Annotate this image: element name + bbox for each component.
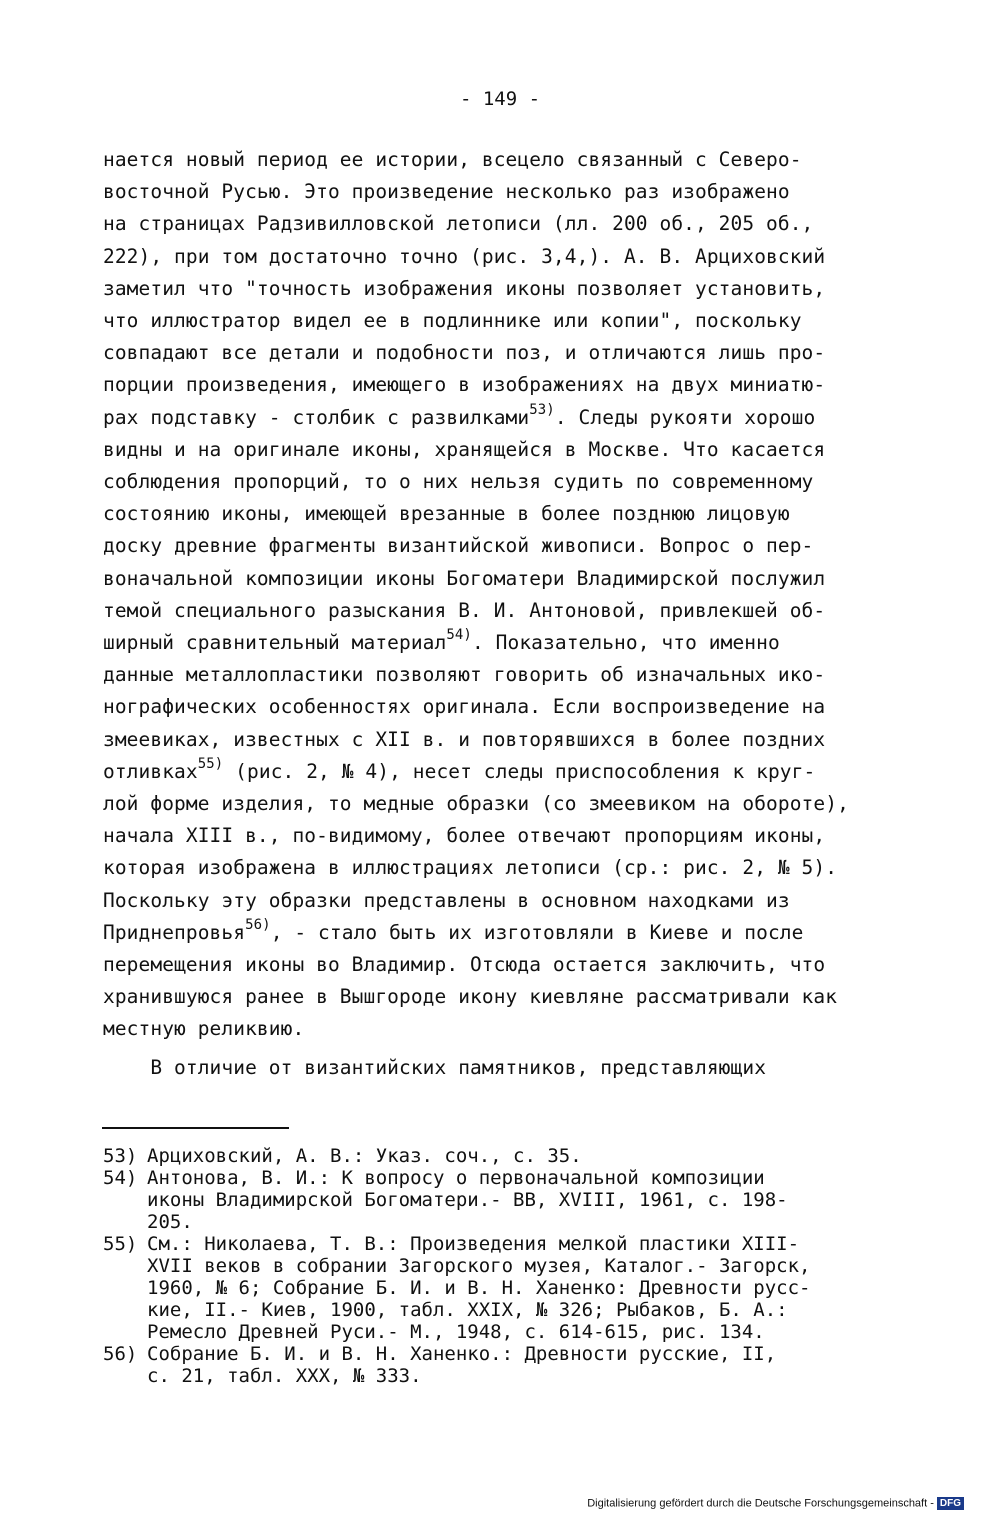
footnote [103,1167,788,1233]
footnote [103,1233,811,1343]
line-text: заметил что "точность изображения иконы позволяет установить, [103,276,826,300]
line-text: совпадают все детали и подобности поз, и отличаются лишь про- [103,341,826,365]
line-text: восточной Русью. Это произведение несколько раз изображено [103,180,790,204]
footnote-line: Антонова, В. И.: К вопросу о первоначальной композиции [147,1167,765,1189]
line-text: В отличие от византийских памятников, представляющих [103,1055,767,1079]
footnote-ref[interactable]: 55) [197,755,224,772]
body-line [103,856,837,879]
line-text: лой форме изделия, то медные образки (со змеевиком на обороте), [103,792,849,815]
footnote-number: 54) [103,1167,138,1189]
line-text: состоянию иконы, имеющей врезанные в более позднюю лицовую [103,502,790,526]
footnote-ref[interactable]: 53) [529,401,555,418]
footnote-line: иконы Владимирской Богоматери.- ВВ, XVIII, 1961, с. 198- [147,1189,788,1211]
body-line [103,341,825,364]
footnote-line: XVII веков в собрании Загорского музея, Каталог.- Загорск, [147,1255,811,1277]
body-line [103,277,825,300]
body-line [103,953,825,976]
body-line [103,985,837,1008]
body-line [103,180,790,203]
body-line [103,792,849,815]
body-line [103,534,813,557]
line-text: Приднепровья [103,920,246,944]
footnote-line: Арциховский, А. В.: Указ. соч., с. 35. [147,1145,582,1167]
line-text: соблюдения пропорций, то о них нельзя судить по современному [103,470,814,493]
line-text: ширный сравнительный материал [103,631,447,654]
line-text: отливках [103,759,198,783]
footnote-line: См.: Николаева, Т. В.: Произведения мелкой пластики XIII- [147,1233,800,1255]
line-text: которая изображена в иллюстрациях летописи (ср.: рис. 2, № 5). [103,856,838,880]
line-text: местную реликвию. [103,1017,305,1041]
line-text: . Показательно, что именно [471,631,780,654]
body-line [103,755,816,783]
line-text: (рис. 2, № 4), несет следы приспособления к круг- [223,759,816,783]
body-line [103,627,780,654]
footnote-line: с. 21, табл. XXX, № 333. [147,1365,422,1387]
footnote-line: кие, II.- Киев, 1900, табл. XXIX, № 326; Рыбаков, Б. А.: [147,1299,788,1321]
line-text: , - стало быть их изготовляли в Киеве и после [270,920,804,944]
page-number: - 149 - [459,88,541,110]
body-line [103,695,825,718]
line-text: перемещения иконы во Владимир. Отсюда остается заключить, что [103,953,826,976]
footnote [103,1343,777,1387]
line-text: нается новый период ее истории, всецело связанный с Северо- [103,148,802,171]
footnote-ref[interactable]: 56) [245,916,271,933]
body-line [103,728,825,751]
line-text: доску древние фрагменты византийской живописи. Вопрос о пер- [103,534,814,558]
footnote-number: 56) [103,1343,138,1365]
line-text: воначальной композиции иконы Богоматери Владимирской послужил [103,566,826,590]
line-text: Поскольку эту образки представлены в основном находками из [103,888,790,912]
line-text: на страницах Радзивилловской летописи (лл. 200 об., 205 об., [103,212,814,236]
line-text: змеевиках, известных с XII в. и повторявшихся в более поздних [103,727,826,751]
footnote [103,1145,582,1167]
body-line [103,1017,304,1040]
line-text: начала XIII в., по-видимому, более отвечают пропорциям иконы, [103,824,826,848]
body-line [103,824,825,847]
line-text: порции произведения, имеющего в изображениях на двух миниатю- [103,373,826,397]
body-line [103,599,825,622]
body-line [103,148,802,171]
body-line [103,470,813,493]
body-line [103,245,825,268]
line-text: 222), при том достаточно точно (рис. 3,4,). А. В. Арциховский [103,244,826,268]
line-text: видны и на оригинале иконы, хранящейся в Москве. Что касается [103,437,826,461]
footnote-number: 55) [103,1233,138,1255]
line-text: . Следы рукояти хорошо [554,405,816,429]
body-line [103,401,816,429]
line-text: что иллюстратор видел ее в подлиннике или копии", поскольку [103,309,802,332]
line-text: хранившуюся ранее в Вышгороде икону киевляне рассматривали как [103,985,838,1009]
footnote-divider [102,1127,289,1129]
body-line [103,1056,766,1079]
footnote-number: 53) [103,1145,138,1167]
body-line [103,309,802,332]
body-line [103,889,790,912]
body-line [103,916,804,944]
digitization-credit [587,1497,964,1510]
footnote-line: Собрание Б. И. и В. Н. Ханенко.: Древности русские, II, [147,1343,777,1365]
body-line [103,438,825,461]
body-line [103,212,813,235]
body-line [103,502,790,525]
dfg-logo: DFG [937,1497,964,1510]
line-text: темой специального разыскания В. И. Антоновой, привлекшей об- [103,598,826,622]
body-line [103,373,825,396]
footnote-ref[interactable]: 54) [446,627,472,643]
footnote-line: Ремесло Древней Руси.- М., 1948, с. 614-615, рис. 134. [147,1321,765,1343]
footnote-line: 1960, № 6; Собрание Б. И. и В. Н. Ханенко: Древности русс- [147,1277,811,1299]
body-line [103,663,825,686]
credit-text: Digitalisierung gefördert durch die Deutsche Forschungsgemeinschaft - [587,1497,934,1510]
footnote-line: 205. [147,1211,193,1233]
line-text: данные металлопластики позволяют говорить об изначальных ико- [103,663,826,687]
line-text: рах подставку - столбик с развилками [103,405,530,429]
body-line [103,567,825,590]
line-text: нографических особенностях оригинала. Если воспроизведение на [103,695,826,719]
